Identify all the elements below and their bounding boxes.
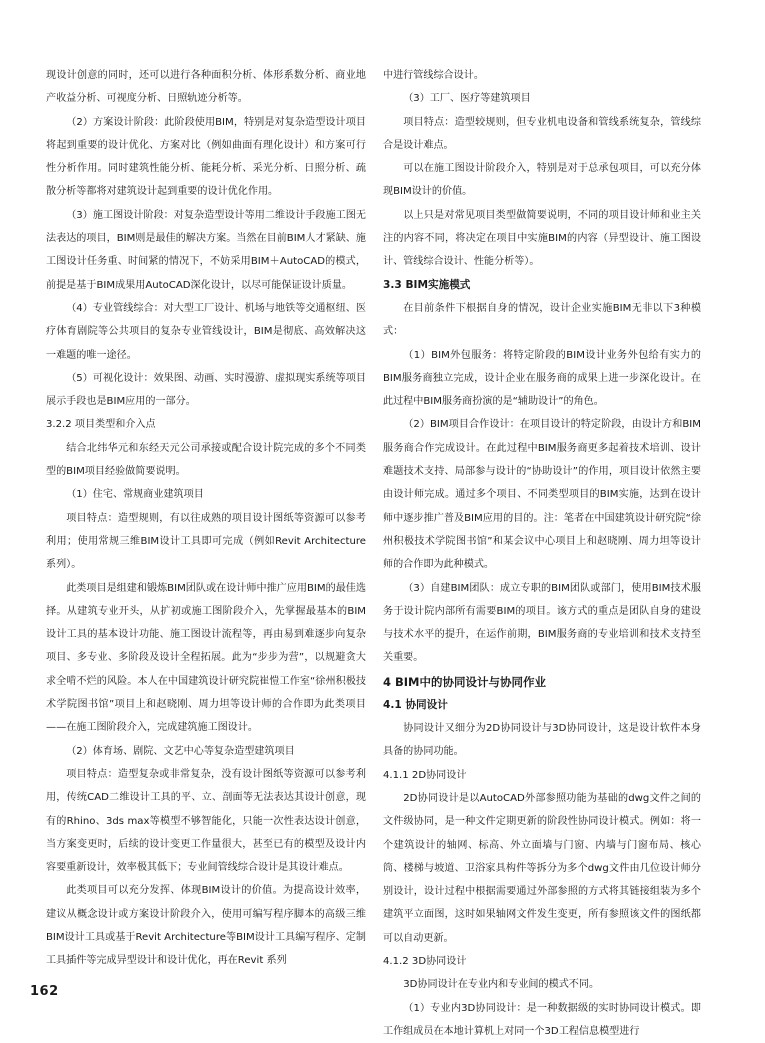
paragraph: 以上只是对常见项目类型做简要说明，不同的项目设计师和业主关注的内容不同，将决定在项目中实施BIM的内容（异型设计、施工图设计、管线综合设计、性能分析等）。 xyxy=(383,209,701,268)
paragraph: 3D协同设计在专业内和专业间的模式不同。 xyxy=(403,979,600,991)
paragraph: 项目特点：造型较规则，但专业机电设备和管线系统复杂，管线综合是设计难点。 xyxy=(383,116,701,151)
paragraph: 项目特点：造型规则，有以往成熟的项目设计图纸等资源可以参考利用；使用常规三维BIM设计工具即可完成（例如Revit Architecture系列）。 xyxy=(46,512,366,571)
paragraph: 结合北纬华元和东经天元公司承接或配合设计院完成的多个不同类型的BIM项目经验做简要说明。 xyxy=(46,442,366,478)
section-heading: 4.1.2 3D协同设计 xyxy=(383,955,467,967)
paragraph: 协同设计又细分为2D协同设计与3D协同设计，这是设计软件本身具备的协同功能。 xyxy=(383,723,701,758)
paragraph: 中进行管线综合设计。 xyxy=(383,70,484,81)
paragraph: 可以在施工图设计阶段介入，特别是对于总承包项目，可以充分体现BIM设计的价值。 xyxy=(383,163,701,198)
paragraph: （1）住宅、常规商业建筑项目 xyxy=(66,489,204,501)
section-heading: 4 BIM中的协同设计与协同作业 xyxy=(383,674,546,689)
paragraph: 现设计创意的同时，还可以进行各种面积分析、体形系数分析、商业地产收益分析、可视度分析、日照轨迹分析等。 xyxy=(46,70,366,105)
paragraph: （2）BIM项目合作设计：在项目设计的特定阶段，由设计方和BIM服务商合作完成设计。在此过程中BIM服务商更多起着技术培训、设计难题技术支持、局部参与设计的“协助设计”的作用，项目设计依然主要由设计师完成。通过多个项目、不同类型项目的BIM实施，达到在设计师中逐步推广普及BIM应用的目的。注：笔者在中国建筑设计研究院“徐州积极技术学院图书馆”和某会议中心项目上和赵晓刚、周力坦等设计师的合作即为此种模式。 xyxy=(383,419,701,571)
page-number: 162 xyxy=(30,984,59,999)
section-heading: 3.2.2 项目类型和介入点 xyxy=(46,419,156,431)
paragraph: （3）自建BIM团队：成立专职的BIM团队或部门，使用BIM技术服务于设计院内部所有需要BIM的项目。该方式的重点是团队自身的建设与技术水平的提升，在运作前期，BIM服务商的专业培训和技术支持至关重要。 xyxy=(383,582,701,664)
section-heading: 3.3 BIM实施模式 xyxy=(383,278,471,291)
paragraph: 此类项目可以充分发挥、体现BIM设计的价值。为提高设计效率，建议从概念设计或方案设计阶段介入，使用可编写程序脚本的高级三维BIM设计工具或基于Revit Architecture等BIM设计工具编写程序、定制工具插件等完成异型设计和设计优化，再在Revit 系列 xyxy=(46,885,366,967)
paragraph: （3）施工图设计阶段：对复杂造型设计等用二维设计手段施工图无法表达的项目，BIM则是最佳的解决方案。当然在目前BIM人才紧缺、施工图设计任务重、时间紧的情况下，不妨采用BIM＋AutoCAD的模式，前提是基于BIM成果用AutoCAD深化设计，以尽可能保证设计质量。 xyxy=(46,209,366,291)
paragraph: 在目前条件下根据自身的情况，设计企业实施BIM无非以下3种模式： xyxy=(383,302,701,338)
paragraph: 此类项目是组建和锻炼BIM团队或在设计师中推广应用BIM的最佳选择。从建筑专业开头，从扩初或施工图阶段介入，先掌握最基本的BIM设计工具的基本设计功能、施工图设计流程等，再由易到难逐步向复杂项目、多专业、多阶段及设计全程拓展。此为“步步为营”，以规避贪大求全啃不烂的风险。本人在中国建筑设计研究院崔愷工作室“徐州积极技术学院图书馆”项目上和赵晓刚、周力坦等设计师的合作即为此类项目——在施工图阶段介入，完成建筑施工图设计。 xyxy=(46,582,366,734)
paragraph: 2D协同设计是以AutoCAD外部参照功能为基础的dwg文件之间的文件级协同，是一种文件定期更新的阶段性协同设计模式。例如：将一个建筑设计的轴网、标高、外立面墙与门窗、内墙与门窗布局、核心筒、楼梯与坡道、卫浴家具构件等拆分为多个dwg文件由几位设计师分别设计，设计过程中根据需要通过外部参照的方式将其链接组装为多个建筑平立面图，这时如果轴网文件发生变更，所有参照该文件的图纸都可以自动更新。 xyxy=(383,792,701,944)
section-heading: 4.1.1 2D协同设计 xyxy=(383,769,467,781)
paragraph: 项目特点：造型复杂或非常复杂，没有设计图纸等资源可以参考利用，传统CAD二维设计工具的平、立、剖面等无法表达其设计创意，现有的Rhino、3ds max等模型不够智能化，只能一次性表达设计创意，当方案变更时，后续的设计变更工作量很大，甚至已有的模型及设计内容要重新设计，效率极其低下；专业间管线综合设计是其设计难点。 xyxy=(46,768,366,874)
right-column xyxy=(383,64,701,1043)
paragraph: （5）可视化设计：效果图、动画、实时漫游、虚拟现实系统等项目展示手段也是BIM应用的一部分。 xyxy=(46,372,366,408)
section-heading: 4.1 协同设计 xyxy=(383,698,448,711)
paragraph: （3）工厂、医疗等建筑项目 xyxy=(403,93,531,105)
paragraph: （1）专业内3D协同设计：是一种数据级的实时协同设计模式。即工作组成员在本地计算机上对同一个3D工程信息模型进行 xyxy=(383,1002,701,1037)
left-column xyxy=(46,64,366,973)
paragraph: （2）方案设计阶段：此阶段使用BIM，特别是对复杂造型设计项目将起到重要的设计优化、方案对比（例如曲面有理化设计）和方案可行性分析作用。同时建筑性能分析、能耗分析、采光分析、日照分析、疏散分析等都将对建筑设计起到重要的设计优化作用。 xyxy=(46,116,366,198)
paragraph: （1）BIM外包服务：将特定阶段的BIM设计业务外包给有实力的BIM服务商独立完成，设计企业在服务商的成果上进一步深化设计。在此过程中BIM服务商扮演的是“辅助设计”的角色。 xyxy=(383,349,701,408)
paragraph: （4）专业管线综合：对大型工厂设计、机场与地铁等交通枢纽、医疗体育剧院等公共项目的复杂专业管线设计，BIM是彻底、高效解决这一难题的唯一途径。 xyxy=(46,302,366,361)
paragraph: （2）体育场、剧院、文艺中心等复杂造型建筑项目 xyxy=(66,745,295,757)
